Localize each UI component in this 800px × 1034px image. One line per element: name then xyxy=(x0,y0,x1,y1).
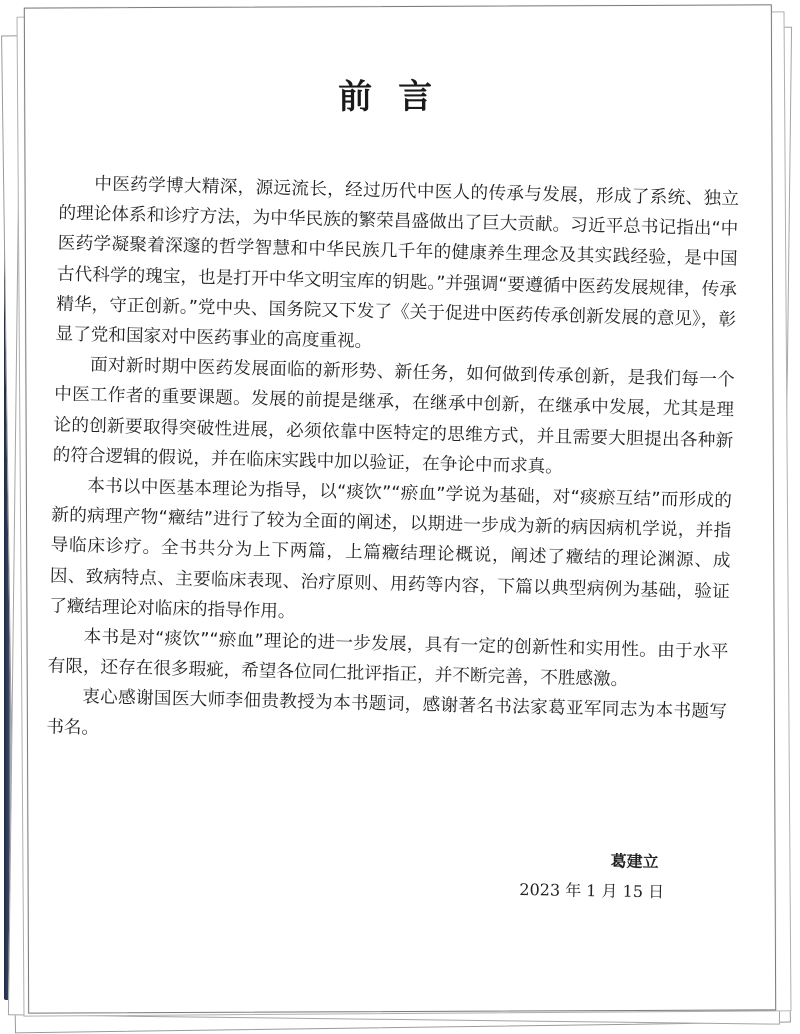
paragraph: 衷心感谢国医大师李佃贵教授为本书题词，感谢著名书法家葛亚军同志为本书题写书名。 xyxy=(46,687,728,739)
paragraph: 面对新时期中医药发展面临的新形势、新任务，如何做到传承创新，是我们每一个中医工作者的重要课题。发展的前提是继承，在继承中创新，在继承中发展，尤其是理论的创新要取得突破性进展，必须依靠中医特定的思维方式，并且需要大胆提出各种新的符合逻辑的假说，并在临床实践中加以验证，在争论中而求真。 xyxy=(52,355,735,478)
author-name: 葛建立 xyxy=(610,851,660,872)
preface-body xyxy=(46,168,739,758)
paragraph: 中医药学博大精深，源远流长，经过历代中医人的传承与发展，形成了系统、独立的理论体系和诊疗方法，为中华民族的繁荣昌盛做出了巨大贡献。习近平总书记指出“中医药学凝聚着深邃的哲学智慧和中华民族几千年的健康养生理念及其实践经验，是中国古代科学的瑰宝，也是打开中华文明宝库的钥匙。”并强调“要遵循中医药发展规律，传承精华，守正创新。”党中央、国务院又下发了《关于促进中医药传承创新发展的意见》，彰显了党和国家对中医药事业的高度重视。 xyxy=(55,174,740,352)
preface-page xyxy=(24,4,776,1013)
paragraph: 本书是对“痰饮”“瘀血”理论的进一步发展，具有一定的创新性和实用性。由于水平有限，还存在很多瑕疵，希望各位同仁批评指正，并不断完善，不胜感激。 xyxy=(47,627,729,691)
page-title: 前言 xyxy=(338,76,459,118)
signature-date: 2023 年 1 月 15 日 xyxy=(519,879,665,902)
paragraph: 本书以中医基本理论为指导，以“痰饮”“瘀血”学说为基础，对“痰瘀互结”而形成的新的病理产物“癥结”进行了较为全面的阐述，以期进一步成为新的病因病机学说，并指导临床诊疗。全书共分为上下两篇，上篇癥结理论概说，阐述了癥结的理论渊源、成因、致病特点、主要临床表现、治疗原则、用药等内容，下篇以典型病例为基础，验证了癥结理论对临床的指导作用。 xyxy=(48,476,733,623)
signature-block xyxy=(519,845,665,907)
